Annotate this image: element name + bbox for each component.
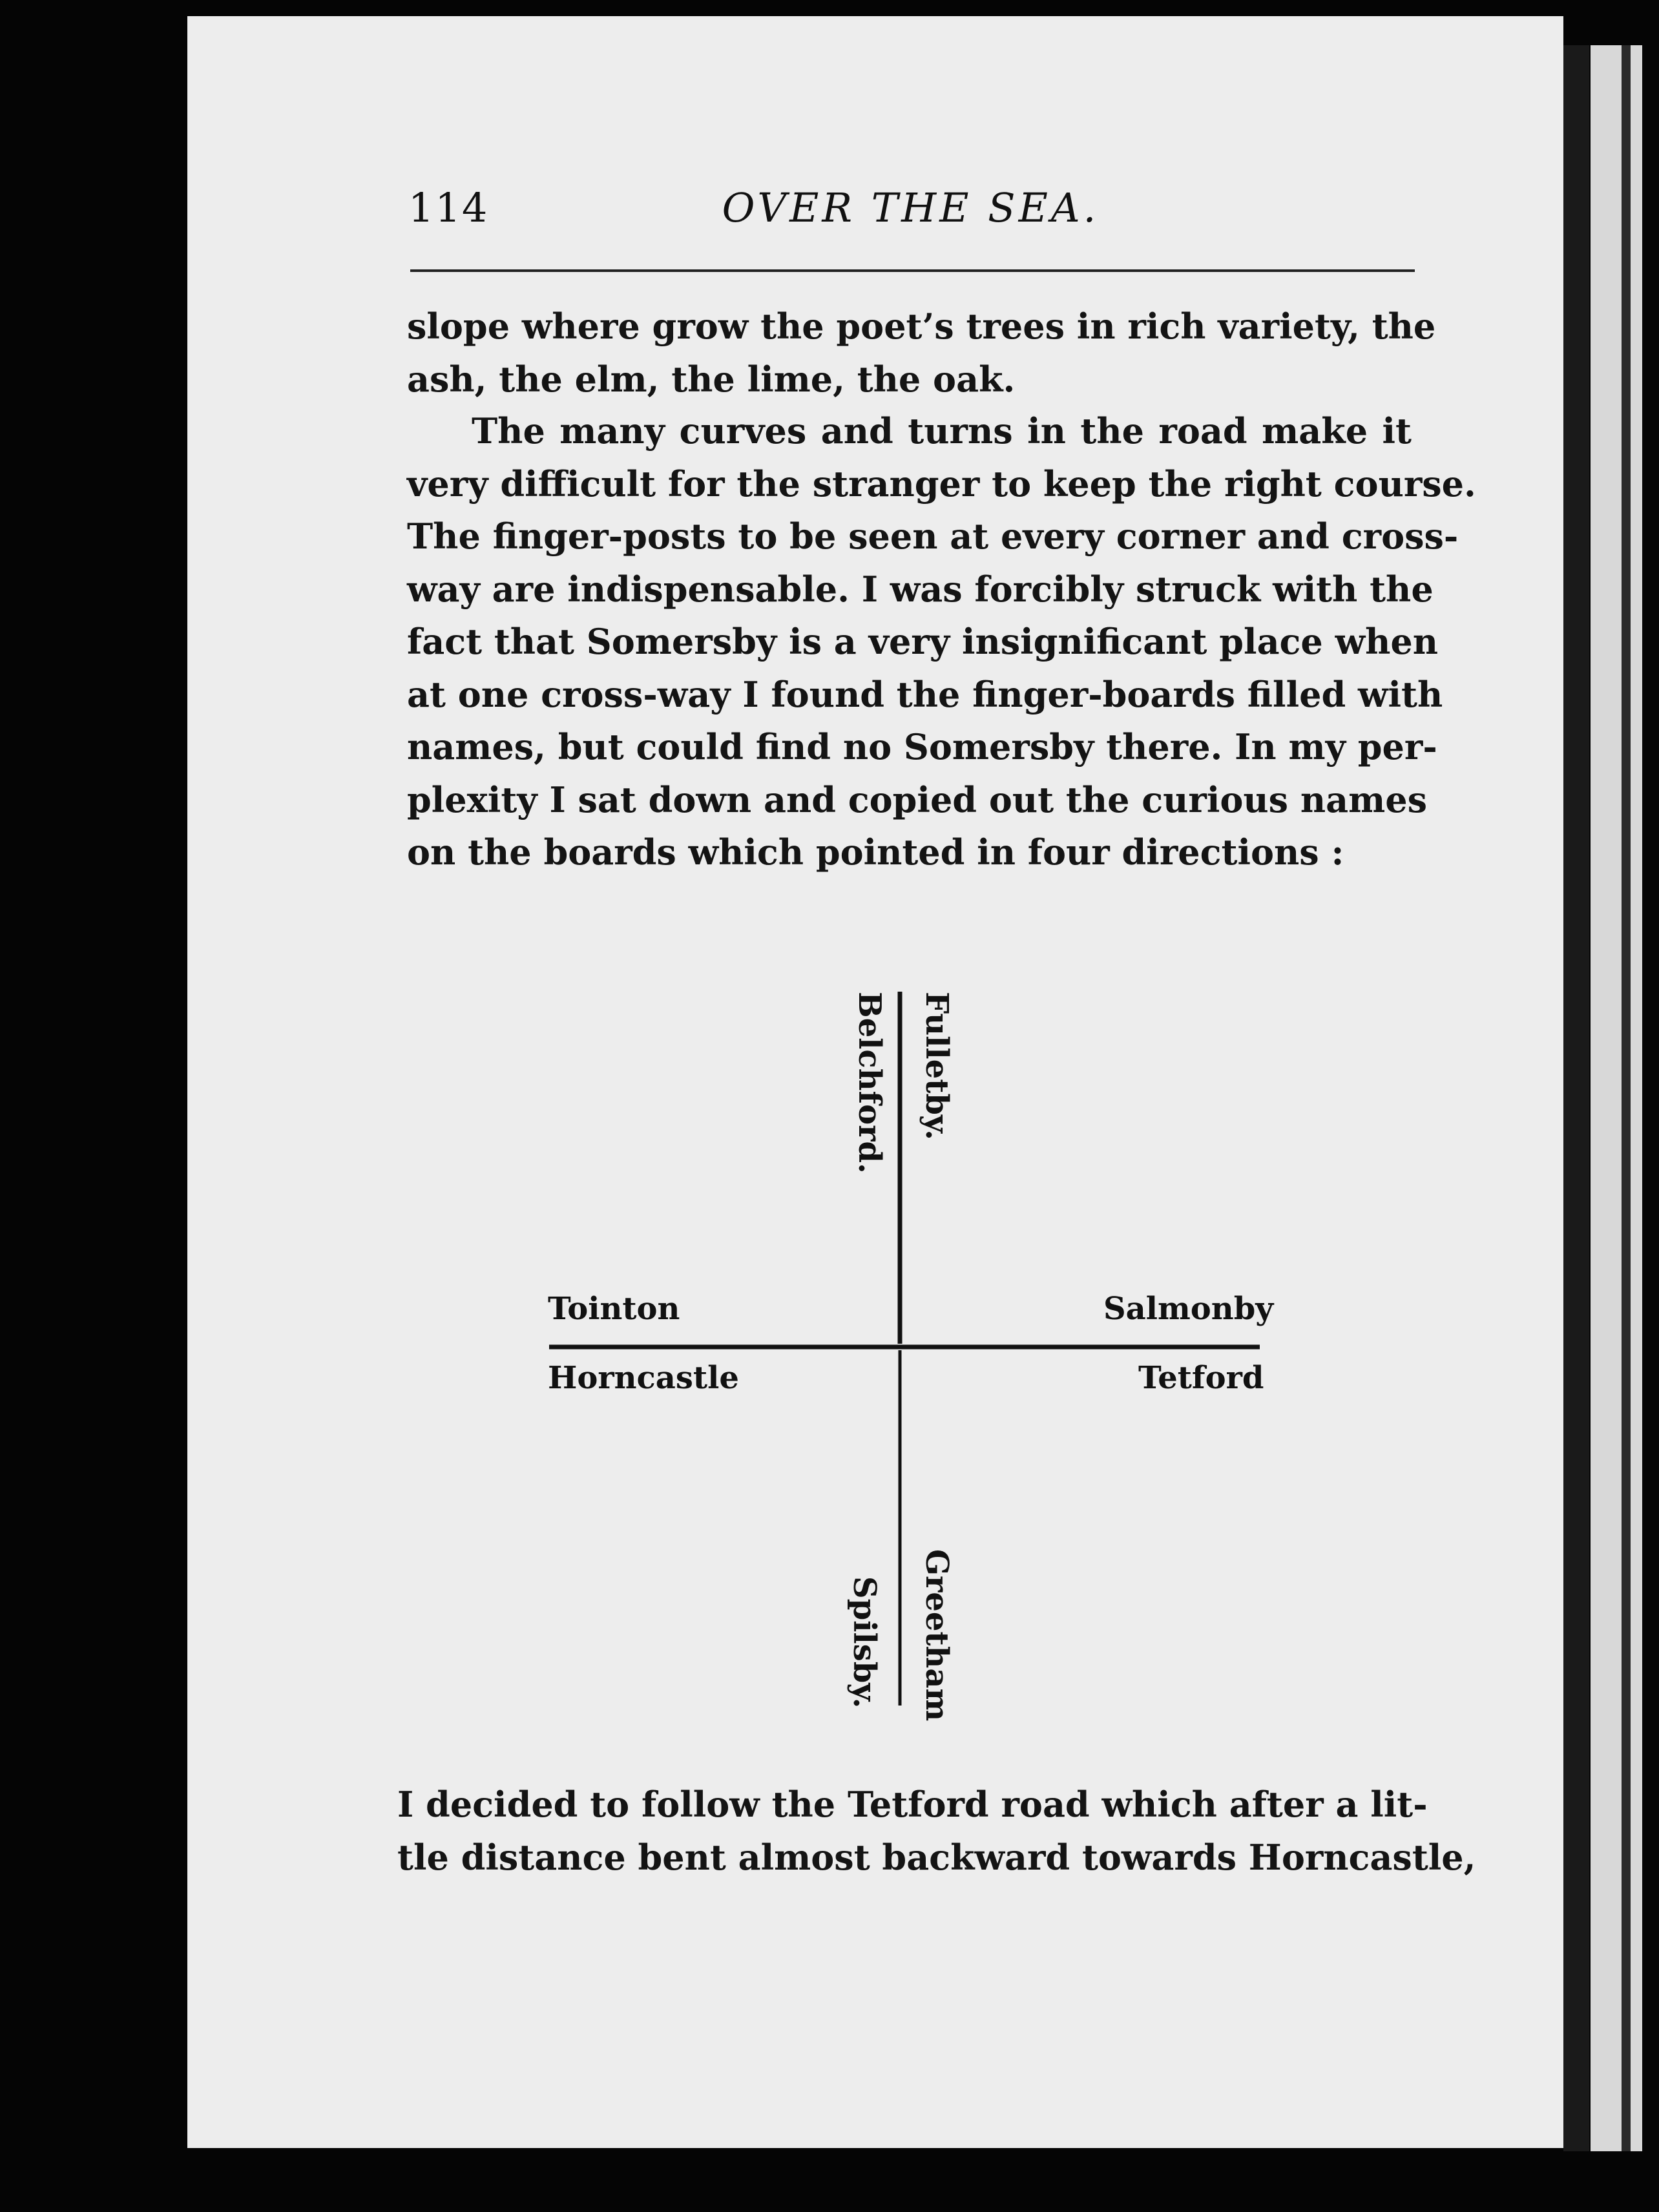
label-north-outer: Fulletby. [919, 992, 955, 1140]
paragraph-2 [407, 405, 1476, 879]
text-line: slope where grow the poet’s trees in rich variety, the [407, 306, 1436, 347]
next-page-edge [1591, 45, 1642, 2151]
running-title: OVER THE SEA. [722, 184, 1100, 231]
text-line: at one cross-way I found the finger-boards filled with [407, 673, 1443, 715]
header-rule [410, 269, 1415, 272]
text-line: very difficult for the stranger to keep the right course. [407, 463, 1476, 505]
label-east-lower: Tetford [1138, 1360, 1264, 1396]
label-south-outer: Greetham [919, 1549, 955, 1722]
text-line: names, but could find no Somersby there. In my per- [407, 726, 1437, 767]
page-header [408, 184, 1413, 236]
text-line: The many curves and turns in the road make it [472, 410, 1412, 452]
paragraph-1 [407, 300, 1436, 406]
text-line: ash, the elm, the lime, the oak. [407, 358, 1016, 400]
label-south-inner: Spilsby. [846, 1576, 882, 1709]
text-line: way are indispensable. I was forcibly struck with the [407, 568, 1434, 610]
text-line: The finger-posts to be seen at every corner and cross- [407, 516, 1459, 557]
next-page-edge-line [1622, 45, 1631, 2151]
text-line: fact that Somersby is a very insignificant place when [407, 621, 1438, 662]
label-east-upper: Salmonby [1103, 1291, 1274, 1327]
label-west-lower: Horncastle [548, 1360, 739, 1396]
label-north-inner: Belchford. [851, 992, 888, 1174]
paragraph-3 [397, 1779, 1476, 1884]
text-line: I decided to follow the Tetford road which after a lit- [397, 1784, 1428, 1825]
label-west-upper: Tointon [548, 1291, 680, 1327]
text-line: tle distance bent almost backward towards Horncastle, [397, 1836, 1476, 1878]
text-line: plexity I sat down and copied out the curious names [407, 778, 1427, 820]
text-line: on the boards which pointed in four directions : [407, 831, 1344, 873]
page-number: 114 [408, 184, 489, 231]
next-page-edge-dark [1563, 45, 1589, 2151]
